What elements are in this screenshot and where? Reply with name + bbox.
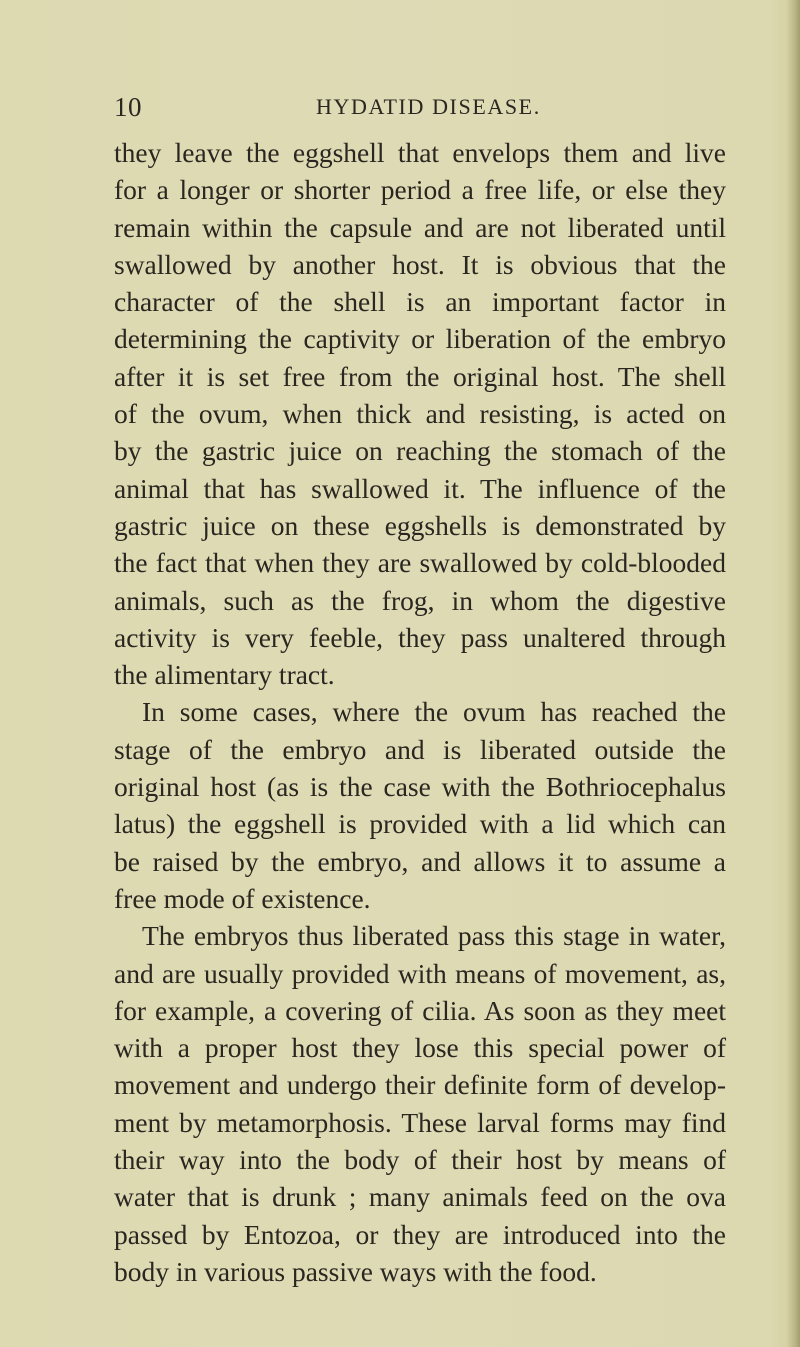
text-line: be raised by the embryo, and allows it to assume a bbox=[114, 845, 726, 877]
body-text bbox=[114, 134, 726, 1290]
text-line: original host (as is the case with the Bothriocephalus bbox=[114, 771, 726, 803]
text-line: and are usually provided with means of movement, as, bbox=[114, 957, 726, 989]
text-line: their way into the body of their host by means of bbox=[114, 1144, 726, 1176]
text-line: water that is drunk ; many animals feed on the ova bbox=[114, 1181, 726, 1213]
text-line: animal that has swallowed it. The influence of the bbox=[114, 472, 726, 504]
text-line: swallowed by another host. It is obvious that the bbox=[114, 248, 726, 280]
running-title: HYDATID DISEASE. bbox=[316, 94, 541, 119]
text-line: In some cases, where the ovum has reached the bbox=[142, 696, 726, 728]
text-line: character of the shell is an important factor in bbox=[114, 286, 726, 318]
text-line: for a longer or shorter period a free life, or else they bbox=[114, 174, 726, 206]
page-edge-shadow bbox=[786, 0, 800, 1347]
text-line: free mode of existence. bbox=[114, 882, 371, 914]
text-line: stage of the embryo and is liberated outside the bbox=[114, 733, 726, 765]
page-number: 10 bbox=[114, 92, 142, 122]
text-line: after it is set free from the original host. The shell bbox=[114, 360, 726, 392]
text-line: gastric juice on these eggshells is demonstrated by bbox=[114, 509, 726, 541]
running-head bbox=[114, 92, 724, 126]
text-line: of the ovum, when thick and resisting, is acted on bbox=[114, 398, 726, 430]
text-line: latus) the eggshell is provided with a lid which can bbox=[114, 808, 726, 840]
text-line: with a proper host they lose this special power of bbox=[114, 1032, 726, 1064]
text-line: the fact that when they are swallowed by cold-blooded bbox=[114, 547, 726, 579]
text-line: ment by metamorphosis. These larval forms may find bbox=[114, 1106, 726, 1138]
text-line: movement and undergo their definite form of develop- bbox=[114, 1069, 726, 1101]
text-line: remain within the capsule and are not liberated until bbox=[114, 211, 726, 243]
text-line: passed by Entozoa, or they are introduced into the bbox=[114, 1218, 726, 1250]
text-line: by the gastric juice on reaching the stomach of the bbox=[114, 435, 726, 467]
text-line: determining the captivity or liberation of the embryo bbox=[114, 323, 726, 355]
text-line: animals, such as the frog, in whom the digestive bbox=[114, 584, 726, 616]
text-line: activity is very feeble, they pass unaltered through bbox=[114, 621, 726, 653]
text-line: they leave the eggshell that envelops them and live bbox=[114, 137, 726, 168]
text-line: body in various passive ways with the food. bbox=[114, 1255, 597, 1287]
text-line: The embryos thus liberated pass this stage in water, bbox=[142, 920, 726, 952]
text-line: for example, a covering of cilia. As soon as they meet bbox=[114, 994, 726, 1026]
text-line: the alimentary tract. bbox=[114, 659, 335, 691]
